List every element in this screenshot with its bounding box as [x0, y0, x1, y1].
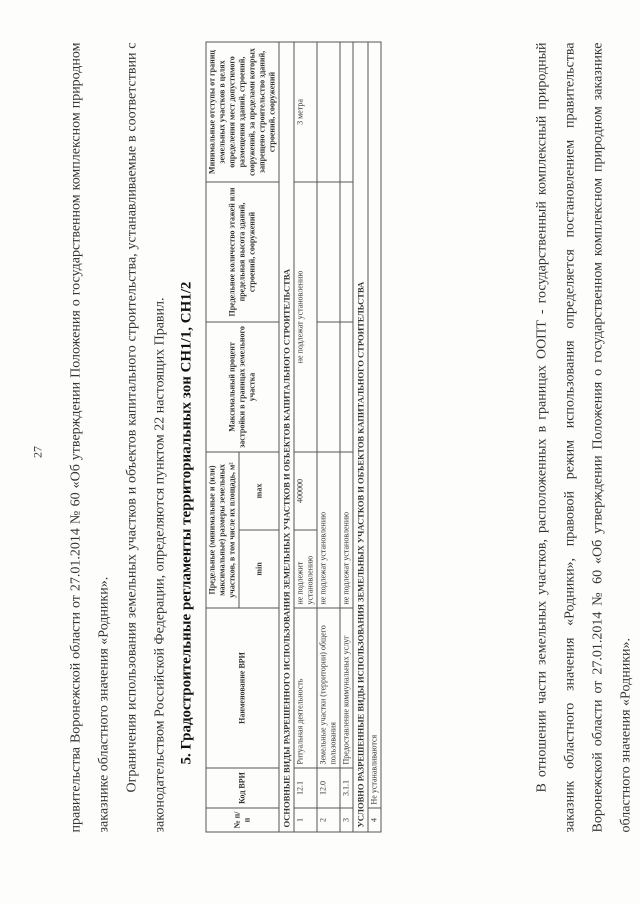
- cell-num: 1: [294, 808, 317, 832]
- cell-empty: [317, 322, 340, 452]
- cell-percent: не подлежат установлению: [294, 182, 317, 452]
- cell-code: 3.1.1: [340, 768, 353, 808]
- table-row: [340, 42, 353, 832]
- cell-name: Ритуальная деятельность: [294, 608, 317, 768]
- section-heading: 5. Градостроительные регламенты территориальных зон СН1/1, СН1/2: [178, 281, 195, 765]
- rotated-content: [1, 0, 640, 905]
- cell-empty: [317, 42, 340, 182]
- section-conditional-row: УСЛОВНО РАЗРЕШЕННЫЕ ВИДЫ ИСПОЛЬЗОВАНИЯ ЗЕМЕЛЬНЫХ УЧАСТКОВ И ОБЪЕКТОВ КАПИТАЛЬНОГО СТРОИТЕЛЬСТВА: [353, 42, 368, 832]
- cell-num: 4: [368, 808, 381, 832]
- cell-empty: [340, 182, 353, 322]
- cell-code: 12.0: [317, 768, 340, 808]
- table-row: [317, 42, 340, 832]
- table-row: [294, 42, 317, 832]
- header-name: Наименование ВРИ: [206, 608, 279, 768]
- page-number: 27: [30, 446, 45, 458]
- header-max: max: [239, 452, 279, 530]
- cell-num: 2: [317, 808, 340, 832]
- cell-empty: [340, 42, 353, 182]
- cell-empty: [340, 322, 353, 452]
- cell-empty: [317, 182, 340, 322]
- header-code: Код ВРИ: [206, 768, 279, 808]
- header-num: № п/п: [206, 808, 279, 832]
- paragraph-oopt: В отношении части земельных участков, расположенных в границах ООПТ - государственный комплексный природный заказник областного значения «Родники», правовой режим использования определяется постановлением правительства Воронежской области от 27.01.2014 № 60 «Об утверждении Положения о государственном комплексном природном заказнике областного значения «Родники».: [534, 42, 634, 833]
- cell-setback: 3 метра: [294, 42, 317, 182]
- cell-min: не подлежат установлению: [317, 452, 340, 608]
- cell-min: не подлежат установлению: [340, 452, 353, 608]
- header-min: min: [239, 530, 279, 608]
- paragraph-intro: правительства Воронежской области от 27.01.2014 № 60 «Об утверждении Положения о государственном комплексном природном заказнике областного значения «Родники».: [68, 42, 112, 833]
- regulations-table-wrap: [206, 43, 382, 833]
- header-percent: Максимальный процент застройки в границах земельного участка: [206, 322, 279, 452]
- cell-name: Земельные участки (территории) общего пользования: [317, 608, 340, 768]
- paragraph-restrictions: Ограничения использования земельных участков и объектов капитального строительства, устанавливаемые в соответствии с законодательством Российской Федерации, определяются пунктом 22 настоящих Правил.: [124, 42, 168, 833]
- table-row: [368, 42, 381, 832]
- cell-min: не подлежит установлению: [294, 530, 317, 608]
- cell-max: 400000: [294, 452, 317, 530]
- cell-code: 12.1: [294, 768, 317, 808]
- section-main-row: ОСНОВНЫЕ ВИДЫ РАЗРЕШЕННОГО ИСПОЛЬЗОВАНИЯ ЗЕМЕЛЬНЫХ УЧАСТКОВ И ОБЪЕКТОВ КАПИТАЛЬНОГО СТРОИТЕЛЬСТВА: [279, 42, 294, 832]
- cell-name: Предоставление коммунальных услуг: [340, 608, 353, 768]
- cell-name: Не устанавливаются: [368, 42, 381, 808]
- header-setback: Минимальные отступы от границ земельных участков в целях определения мест допустимого размещения зданий, строений, сооружений, за пределами которых запрещено строительство зданий, строений, сооружений: [206, 42, 279, 182]
- header-floors: Предельное количество этажей или предельная высота зданий, строений, сооружений: [206, 182, 279, 322]
- cell-num: 3: [340, 808, 353, 832]
- regulations-table: [206, 42, 382, 833]
- header-size-group: Предельные (минимальные и (или) максимальные) размеры земельных участков, в том числе их площадь, м²: [206, 452, 239, 608]
